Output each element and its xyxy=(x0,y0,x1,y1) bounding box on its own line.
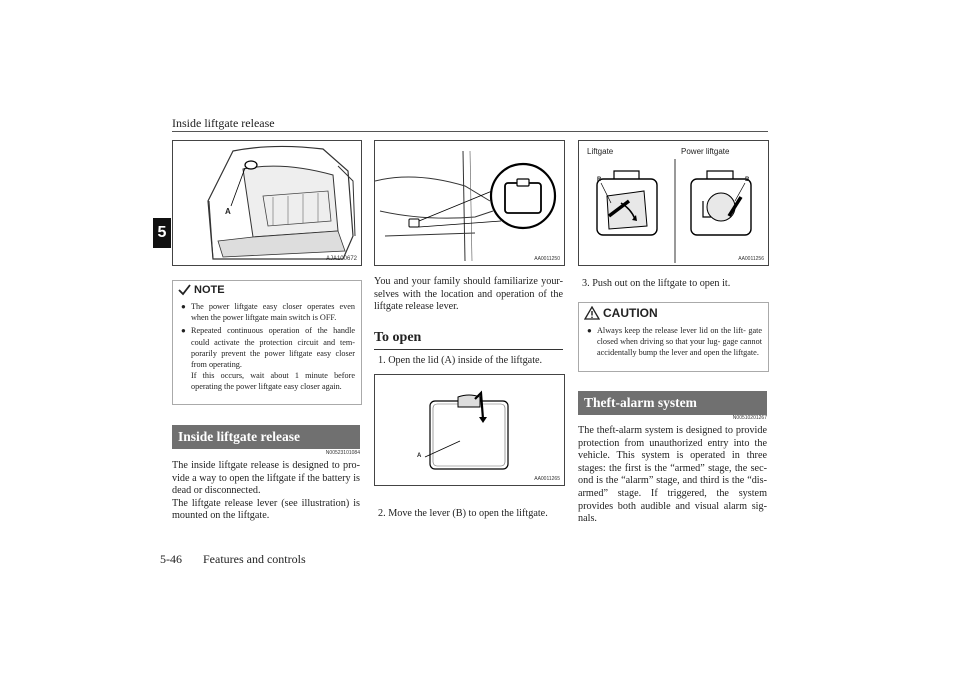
inside-release-body xyxy=(172,460,360,523)
header-rule xyxy=(172,131,768,132)
note-item: ● Repeated continuous operation of the handle could activate the protection circuit and tem- porarily prevent the power liftgate easy closer from operating. xyxy=(181,326,355,370)
step-1: 1. Open the lid (A) inside of the liftgate. xyxy=(378,355,543,366)
to-open-heading: To open xyxy=(374,330,563,350)
col2-intro-text: You and your family should familiarize your- selves with the location and operation of the liftgate release lever. xyxy=(374,276,563,313)
warning-triangle-icon xyxy=(584,306,600,320)
chapter-tab: 5 xyxy=(153,218,171,248)
page-header-title: Inside liftgate release xyxy=(172,116,275,130)
figure-id: AA0011256 xyxy=(738,256,764,262)
figure-open-lid xyxy=(374,374,565,486)
step-3: 3. Push out on the liftgate to open it. xyxy=(582,278,731,289)
bullet-icon: ● xyxy=(181,302,186,311)
note-list xyxy=(173,301,361,399)
note-check-icon xyxy=(178,284,191,296)
liftgate-interior-illustration xyxy=(173,141,361,265)
section-heading-inside-release: Inside liftgate release xyxy=(172,425,360,449)
figure-callout-b-left: B xyxy=(597,177,602,183)
page-number: 5-46 xyxy=(160,552,182,566)
caution-label: CAUTION xyxy=(603,306,658,320)
figure-callout-a: A xyxy=(417,453,422,459)
figure-release-lever xyxy=(578,140,769,266)
caution-box xyxy=(578,302,769,372)
figure-release-lid-location xyxy=(374,140,565,266)
release-lever-illustration xyxy=(579,141,768,265)
note-item-continued: If this occurs, wait about 1 minute before operating the power liftgate easy closer again. xyxy=(191,371,355,392)
note-item: ● The power liftgate easy closer operates even when the power liftgate main switch is OFF. xyxy=(181,302,355,323)
step-2: 2. Move the lever (B) to open the liftgate. xyxy=(378,508,548,519)
label-liftgate: Liftgate xyxy=(587,147,614,156)
footer-section-name: Features and controls xyxy=(203,552,306,566)
figure-liftgate-interior xyxy=(172,140,362,266)
caution-list xyxy=(579,325,768,365)
note-box xyxy=(172,280,362,405)
section-heading-theft-alarm: Theft-alarm system xyxy=(578,391,767,415)
bullet-icon: ● xyxy=(587,326,592,335)
figure-id: AA0011265 xyxy=(534,476,560,482)
bullet-icon: ● xyxy=(181,326,186,336)
page-footer xyxy=(160,552,306,567)
figure-id: AJA100672 xyxy=(325,256,357,262)
inside-release-para1: The inside liftgate release is designed to pro- vide a way to open the liftgate if the battery is dead or disconnected. xyxy=(172,460,360,497)
figure-callout-a: A xyxy=(225,207,231,216)
section-ref-code: N00510201267 xyxy=(732,415,767,421)
note-label: NOTE xyxy=(194,284,225,296)
caution-header xyxy=(579,303,768,323)
section-ref-code: N00523101084 xyxy=(325,450,360,456)
label-power-liftgate: Power liftgate xyxy=(681,147,730,156)
open-lid-illustration xyxy=(375,375,564,485)
caution-item: ● Always keep the release lever lid on the lift- gate closed when driving so that your lug- gage cannot accidentally bump the lever and open the liftgate. xyxy=(587,326,762,358)
inside-release-para2: The liftgate release lever (see illustration) is mounted on the liftgate. xyxy=(172,497,360,522)
figure-id: AA0011250 xyxy=(534,256,560,262)
theft-alarm-text: The theft-alarm system is designed to provide protection from unauthorized entry into the vehicle. This system is operated in three stages: the first is the “armed” stage, the sec- ond is the “alarm” stage, and third is the “dis- armed” stage. If triggered, the system provides both audible and visual alarm sig- nals. xyxy=(578,425,767,525)
figure-callout-b-right: B xyxy=(745,177,750,183)
note-header xyxy=(173,281,361,299)
release-lid-location-illustration xyxy=(375,141,564,265)
